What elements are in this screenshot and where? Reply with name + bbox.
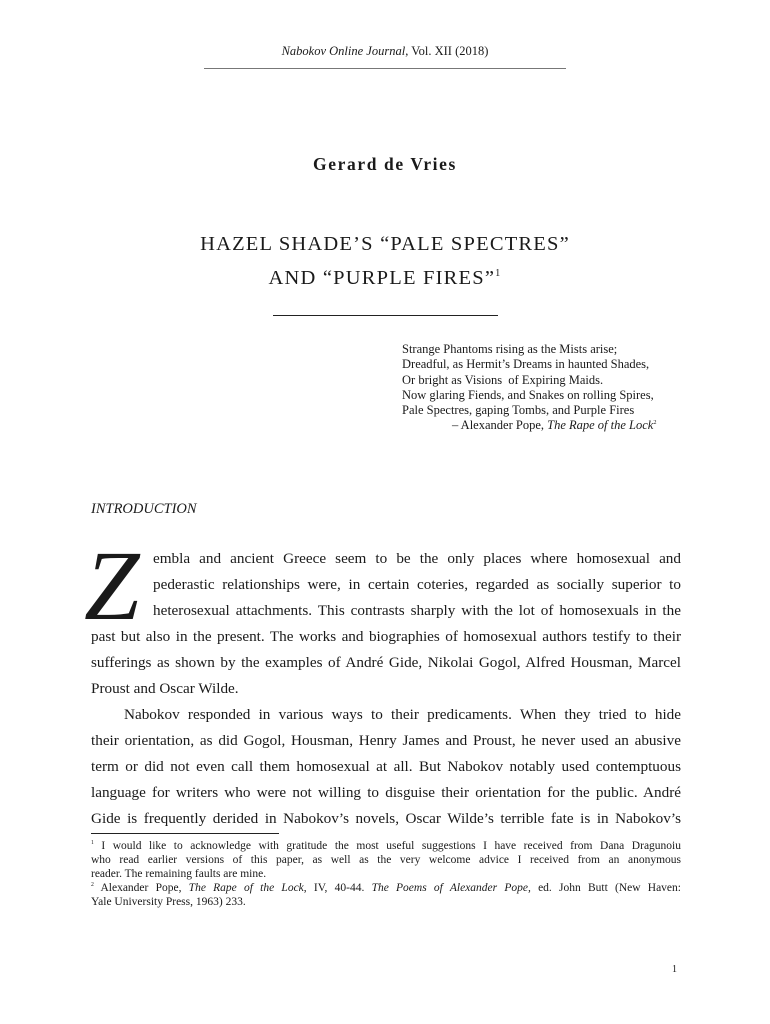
footnote-1-marker: 1	[91, 840, 94, 847]
footnote-2-text: ed. John Butt (New Haven:	[530, 882, 681, 894]
footnote-2-text: , IV, 40-44.	[303, 882, 372, 894]
header-rule	[204, 68, 566, 69]
footnote-1-line	[91, 839, 681, 853]
footnote-1-line: who read earlier versions of this paper, as well as the very welcome advice I received from an anonymous	[91, 854, 681, 866]
body-line: their orientation, as did Gogol, Housman, Henry James and Proust, he never used an abusive	[91, 732, 681, 749]
journal-volume: , Vol. XII (2018)	[405, 44, 489, 58]
footnote-2-text: Alexander Pope,	[93, 882, 189, 894]
body-line: Proust and Oscar Wilde.	[91, 680, 239, 697]
footnote-2-collection: The Poems of Alexander Pope,	[371, 882, 531, 894]
footnote-2-work: The Rape of the Lock	[188, 882, 304, 894]
footnote-1-text: I would like to acknowledge with gratitude the most useful suggestions I have received from Dana Dragunoiu	[93, 840, 681, 852]
author-name: Gerard de Vries	[313, 154, 457, 174]
attribution-work: The Rape of the Lock	[547, 418, 654, 433]
title-line-1: HAZEL SHADE’S “PALE SPECTRES”	[200, 233, 570, 255]
section-heading: INTRODUCTION	[91, 501, 197, 517]
epigraph-line: Pale Spectres, gaping Tombs, and Purple Fires	[402, 403, 635, 418]
footnote-2-line	[91, 881, 681, 895]
footnote-2-marker: 2	[91, 882, 94, 889]
epigraph-line: Strange Phantoms rising as the Mists arise;	[402, 342, 618, 356]
epigraph-line: Now glaring Fiends, and Snakes on rolling Spires,	[402, 387, 654, 402]
epigraph	[402, 342, 656, 434]
body-line: sufferings as shown by the examples of André Gide, Nikolai Gogol, Alfred Housman, Marcel	[91, 654, 681, 671]
body-line: heterosexual attachments. This contrasts sharply with the lot of homosexuals in the	[153, 602, 681, 619]
drop-cap: Z	[84, 530, 140, 641]
epigraph-attribution	[402, 418, 656, 433]
body-line: embla and ancient Greece seem to be the only places where homosexual and	[153, 550, 681, 567]
attribution-author: – Alexander Pope,	[452, 418, 548, 433]
footnote-ref-1[interactable]: 1	[495, 268, 502, 280]
title-rule	[273, 315, 498, 316]
journal-name: Nabokov Online Journal	[281, 44, 406, 58]
running-head	[0, 44, 770, 59]
title-line-2-text: AND “PURPLE FIRES”	[268, 267, 496, 289]
epigraph-line: Or bright as Visions of Expiring Maids.	[402, 372, 604, 387]
body-line: Gide is frequently derided in Nabokov’s novels, Oscar Wilde’s terrible fate is in Nabokov’s	[91, 810, 681, 827]
footnote-1-line: reader. The remaining faults are mine.	[91, 868, 267, 880]
body-line: past but also in the present. The works and biographies of homosexual authors testify to their	[91, 628, 681, 645]
title-line-2	[0, 267, 770, 290]
page-number: 1	[672, 964, 677, 975]
body-line: pederastic relationships were, in certain coteries, regarded as socially superior to	[153, 576, 681, 593]
footnote-2-line: Yale University Press, 1963) 233.	[91, 896, 246, 908]
epigraph-line: Dreadful, as Hermit’s Dreams in haunted Shades,	[402, 357, 650, 372]
body-line: Nabokov responded in various ways to their predicaments. When they tried to hide	[124, 706, 681, 723]
body-line: language for writers who were not willing to disguise their orientation for the public. André	[91, 784, 681, 801]
footnote-ref-2[interactable]: 2	[653, 419, 657, 427]
footnote-rule	[91, 833, 279, 834]
body-line: term or did not even call them homosexual at all. But Nabokov notably used contemptuous	[91, 758, 681, 775]
